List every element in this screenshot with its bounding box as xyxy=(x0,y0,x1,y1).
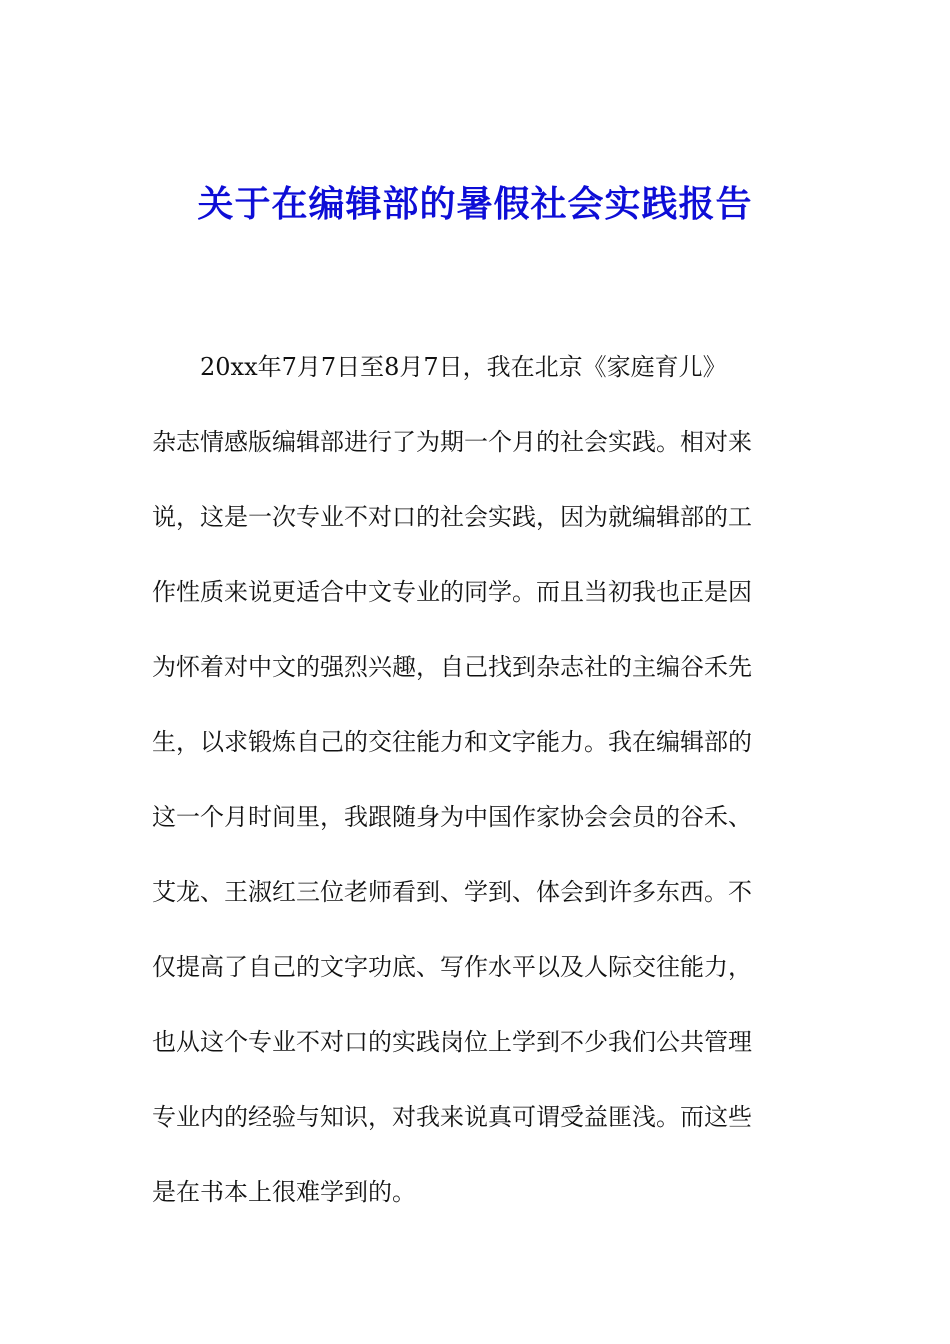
paragraph-line: 也从这个专业不对口的实践岗位上学到不少我们公共管理 xyxy=(152,1028,752,1056)
paragraph-line: 生，以求锻炼自己的交往能力和文字能力。我在编辑部的 xyxy=(152,728,752,756)
paragraph-line: 艾龙、王淑红三位老师看到、学到、体会到许多东西。不 xyxy=(152,878,752,906)
document-title: 关于在编辑部的暑假社会实践报告 xyxy=(197,183,753,225)
paragraph-line: 这一个月时间里，我跟随身为中国作家协会会员的谷禾、 xyxy=(152,803,752,831)
paragraph-line: 杂志情感版编辑部进行了为期一个月的社会实践。相对来 xyxy=(152,428,752,456)
paragraph-line: 为怀着对中文的强烈兴趣，自己找到杂志社的主编谷禾先 xyxy=(152,653,752,681)
paragraph-line: 是在书本上很难学到的。 xyxy=(152,1178,416,1206)
paragraph-line: 作性质来说更适合中文专业的同学。而且当初我也正是因 xyxy=(152,578,752,606)
body-paragraph xyxy=(152,330,792,1230)
paragraph-line: 20xx年7月7日至8月7日，我在北京《家庭育儿》 xyxy=(200,353,727,381)
paragraph-line: 仅提高了自己的文字功底、写作水平以及人际交往能力， xyxy=(152,953,752,981)
paragraph-line: 专业内的经验与知识，对我来说真可谓受益匪浅。而这些 xyxy=(152,1103,752,1131)
paragraph-line: 说，这是一次专业不对口的社会实践，因为就编辑部的工 xyxy=(152,503,752,531)
